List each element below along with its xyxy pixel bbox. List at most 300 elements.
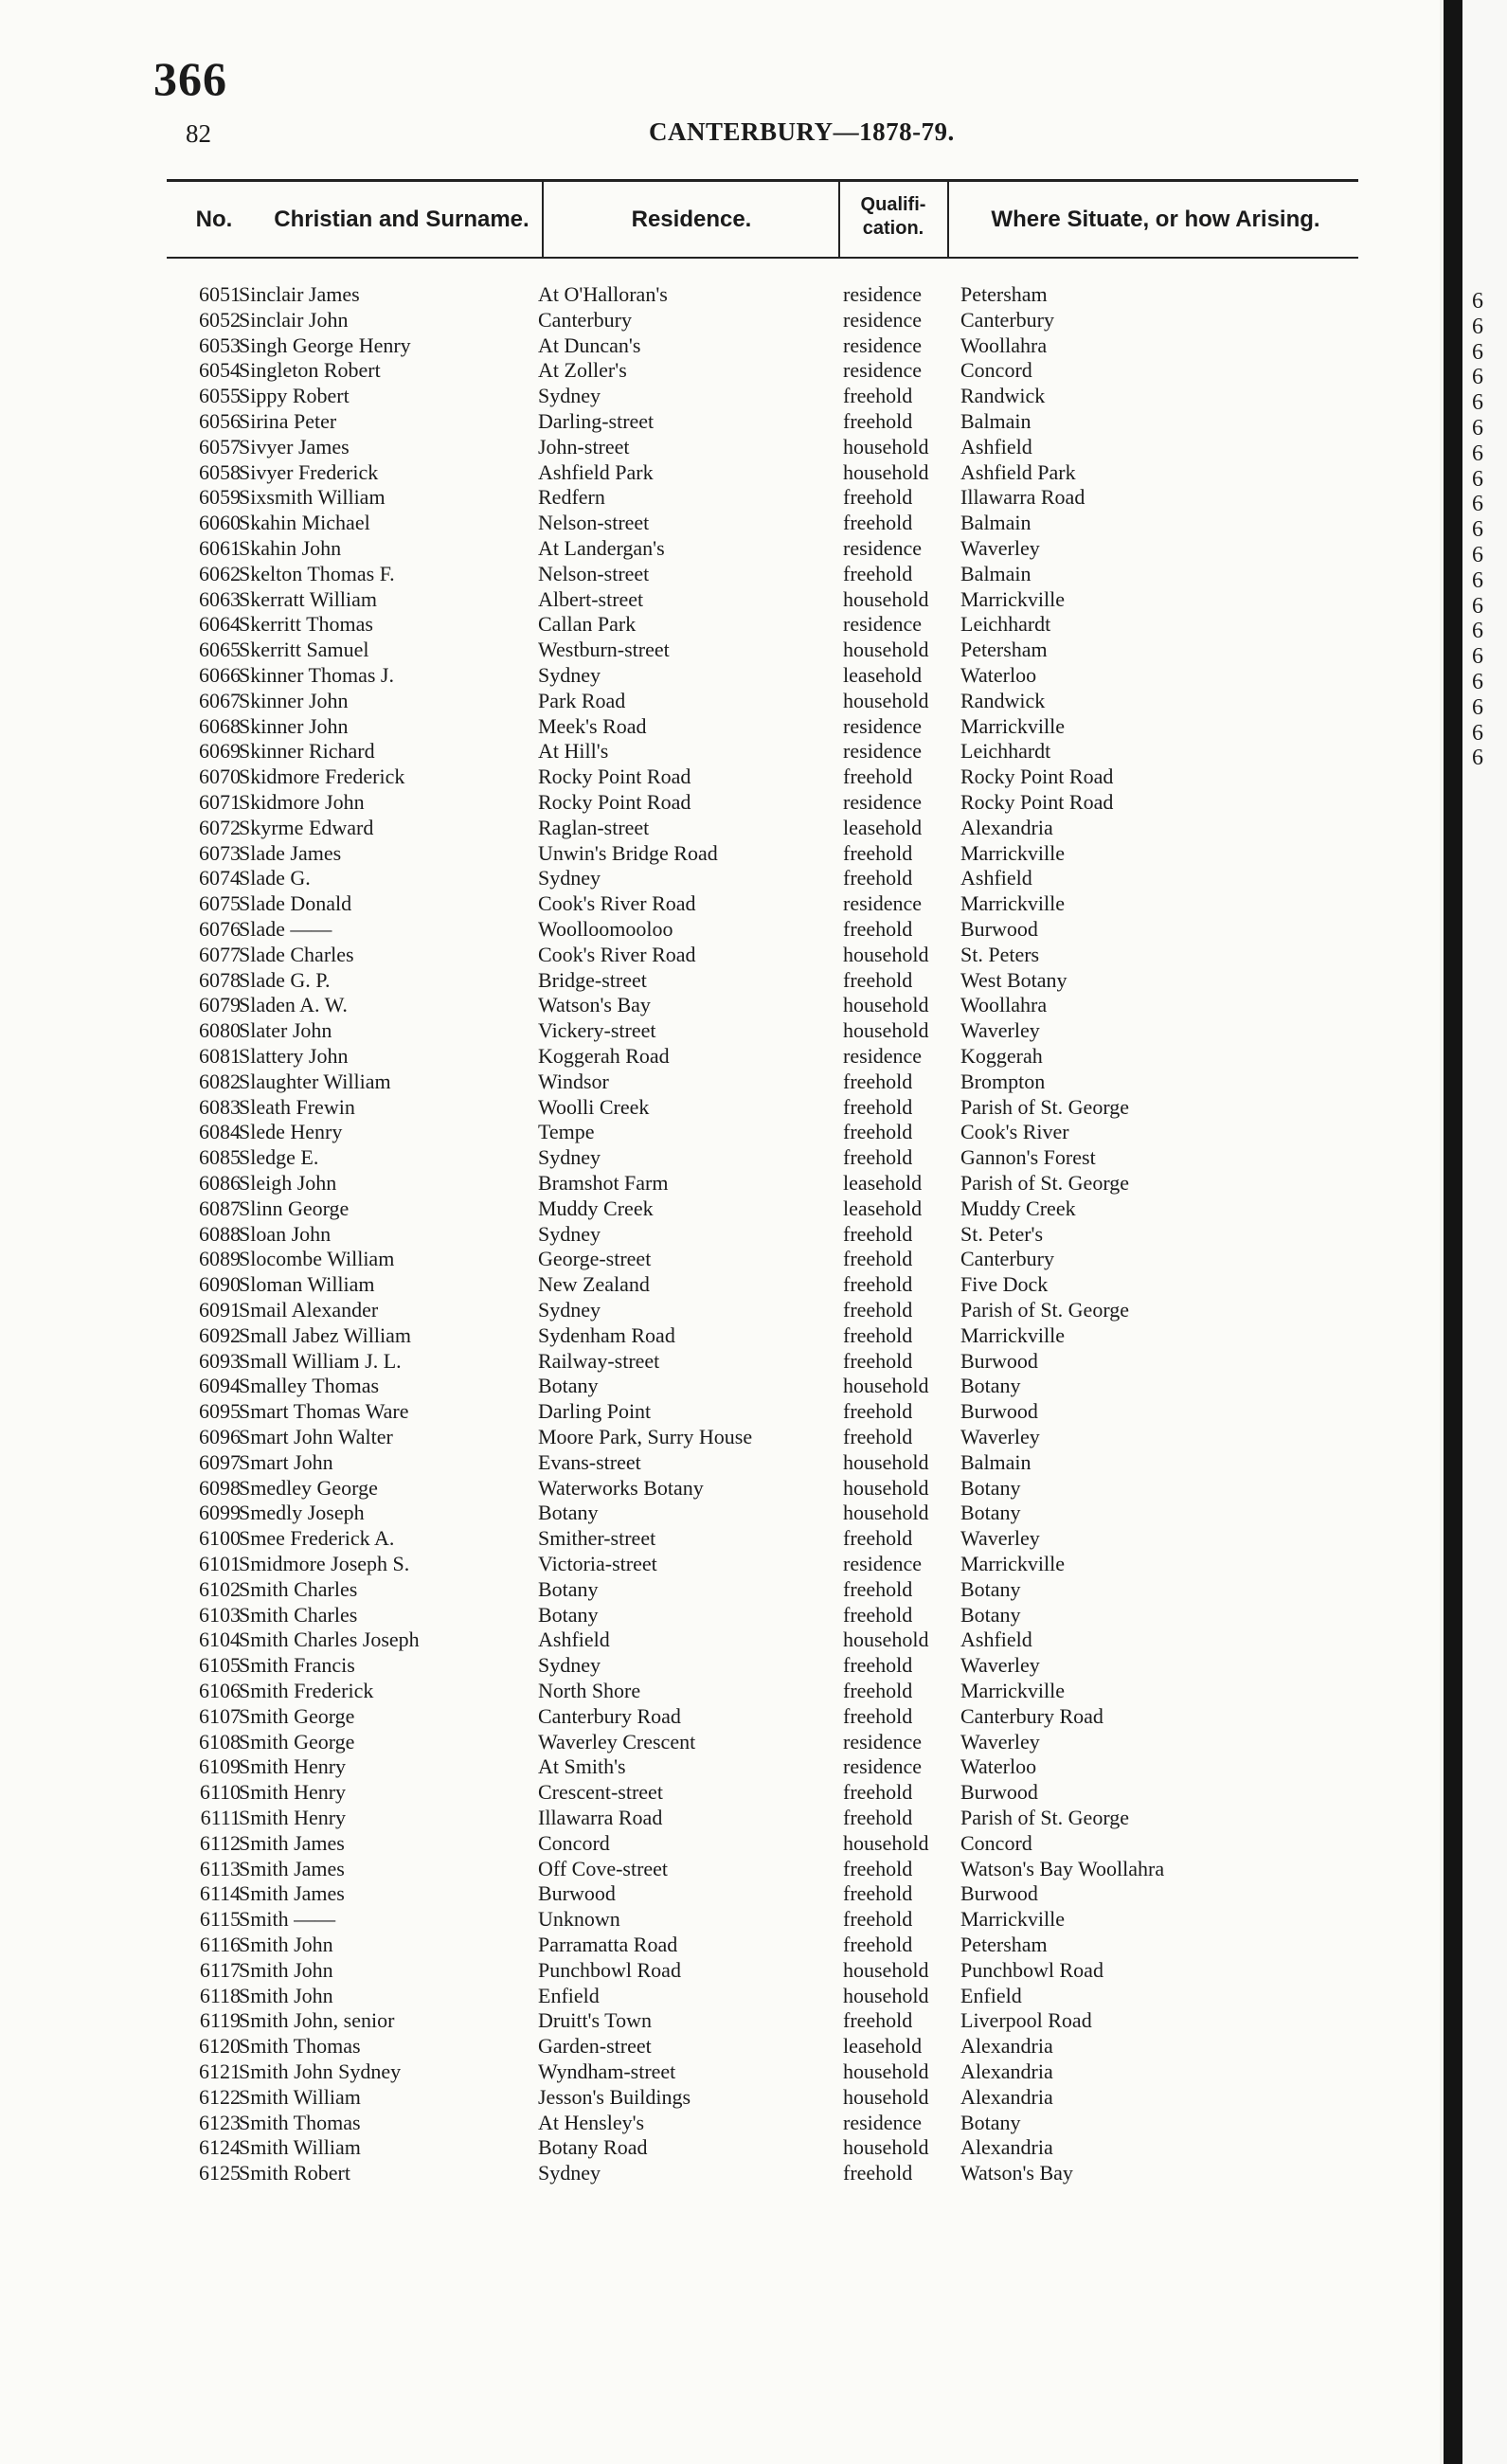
row-qualification: freehold (843, 1679, 913, 1702)
row-qualification: leasehold (843, 1171, 923, 1195)
row-qualification: residence (843, 790, 923, 814)
fragment-digit: 6 (1472, 543, 1483, 567)
table-row (0, 1298, 1440, 1323)
row-where: Canterbury (960, 1247, 1054, 1271)
row-where: Marrickville (960, 891, 1065, 916)
table-row (0, 1476, 1440, 1502)
row-name: Skidmore Frederick (239, 764, 405, 789)
table-row (0, 689, 1440, 714)
row-number: 6053 (199, 333, 241, 357)
row-name: Smith James (239, 1830, 345, 1855)
row-number: 6100 (199, 1526, 241, 1551)
column-divider-where (947, 182, 949, 257)
table-row (0, 1044, 1440, 1070)
row-number: 6119 (199, 2008, 241, 2033)
row-number: 6083 (199, 1094, 241, 1119)
row-name: Skelton Thomas F. (239, 561, 395, 585)
row-qualification: freehold (843, 1933, 913, 1956)
table-row (0, 1730, 1440, 1755)
row-number: 6102 (199, 1576, 241, 1601)
row-where: Ashfield Park (960, 459, 1076, 484)
table-row (0, 1450, 1440, 1476)
row-where: Waverley (960, 536, 1040, 560)
row-residence: John-street (538, 434, 630, 459)
row-residence: Callan Park (538, 612, 637, 637)
row-qualification: freehold (843, 1856, 913, 1880)
row-where: Gannon's Forest (960, 1145, 1096, 1170)
fragment-digit: 6 (1472, 390, 1483, 416)
row-qualification: household (843, 688, 929, 712)
row-where: Woollahra (960, 993, 1048, 1017)
row-number: 6099 (199, 1501, 241, 1525)
row-residence: Tempe (538, 1120, 595, 1144)
row-name: Skahin Michael (239, 511, 370, 535)
row-qualification: freehold (843, 384, 913, 408)
row-number: 6124 (199, 2135, 241, 2160)
row-where: Waverley (960, 1729, 1040, 1754)
table-row (0, 1984, 1440, 2009)
row-name: Sloan John (239, 1221, 332, 1246)
row-qualification: household (843, 942, 929, 966)
table-row (0, 1704, 1440, 1730)
row-qualification: leasehold (843, 815, 923, 839)
row-number: 6121 (199, 2059, 241, 2083)
row-qualification: household (843, 1983, 929, 2007)
row-name: Smith Henry (239, 1806, 347, 1829)
row-name: Smith George (239, 1703, 355, 1728)
table-row (0, 1323, 1440, 1349)
row-name: Skahin John (239, 536, 342, 560)
row-number: 6055 (199, 384, 241, 408)
row-number: 6081 (199, 1044, 241, 1068)
fragment-digit: 6 (1472, 746, 1483, 771)
row-residence: Burwood (538, 1881, 616, 1906)
table-row (0, 1171, 1440, 1196)
row-number: 6112 (199, 1830, 241, 1855)
row-residence: Nelson-street (538, 561, 650, 585)
row-qualification: residence (843, 333, 923, 357)
table-row (0, 1196, 1440, 1222)
row-where: Leichhardt (960, 612, 1051, 637)
row-where: Burwood (960, 1780, 1038, 1805)
row-where: Burwood (960, 1881, 1038, 1906)
row-qualification: freehold (843, 1602, 913, 1627)
row-number: 6106 (199, 1679, 241, 1702)
row-residence: Koggerah Road (538, 1044, 670, 1068)
row-where: Alexandria (960, 2135, 1053, 2160)
row-where: Woollahra (960, 333, 1048, 357)
row-residence: Crescent-street (538, 1780, 663, 1805)
row-residence: Sydney (538, 2161, 601, 2185)
table-row (0, 993, 1440, 1018)
row-qualification: residence (843, 1044, 923, 1068)
row-residence: Off Cove-street (538, 1856, 669, 1880)
table-row (0, 2161, 1440, 2186)
row-residence: Sydney (538, 1221, 601, 1246)
row-number: 6111 (200, 1806, 241, 1829)
row-name: Slaughter William (239, 1069, 391, 1093)
row-qualification: household (843, 434, 929, 459)
row-number: 6054 (199, 358, 241, 383)
row-where: Petersham (960, 1933, 1048, 1956)
row-residence: Jesson's Buildings (538, 2084, 691, 2109)
row-name: Smart Thomas Ware (239, 1399, 409, 1424)
table-row (0, 1628, 1440, 1653)
row-residence: Bridge-street (538, 967, 647, 992)
table-row (0, 1349, 1440, 1375)
row-qualification: leasehold (843, 2034, 923, 2059)
row-where: Botany (960, 2110, 1021, 2134)
row-qualification: leasehold (843, 663, 923, 687)
row-name: Sippy Robert (239, 384, 350, 408)
header-bottom-rule (167, 257, 1358, 259)
row-residence: Moore Park, Surry House (538, 1425, 753, 1448)
row-number: 6051 (199, 282, 241, 306)
row-where: Alexandria (960, 2059, 1053, 2083)
table-row (0, 2085, 1440, 2111)
row-name: Slocombe William (239, 1247, 395, 1271)
fragment-digit: 6 (1472, 314, 1483, 339)
row-name: Smart John Walter (239, 1425, 393, 1448)
row-residence: Botany (538, 1602, 599, 1627)
row-where: Petersham (960, 638, 1048, 662)
row-where: Botany (960, 1576, 1021, 1601)
row-qualification: freehold (843, 511, 913, 535)
table-row (0, 1603, 1440, 1628)
row-where: Waverley (960, 1018, 1040, 1043)
row-name: Slade G. (239, 866, 311, 890)
row-number: 6064 (199, 612, 241, 637)
table-row (0, 587, 1440, 613)
row-number: 6125 (199, 2161, 241, 2185)
row-where: West Botany (960, 967, 1067, 992)
row-residence: Park Road (538, 688, 626, 712)
row-where: Marrickville (960, 713, 1065, 738)
row-name: Slinn George (239, 1196, 350, 1220)
row-residence: Sydney (538, 1653, 601, 1678)
table-row (0, 612, 1440, 638)
row-residence: Garden-street (538, 2034, 652, 2059)
header-no: No. (195, 207, 233, 232)
row-qualification: household (843, 1475, 929, 1500)
row-where: St. Peter's (960, 1221, 1044, 1246)
table-row (0, 638, 1440, 663)
row-number: 6109 (199, 1754, 241, 1779)
row-number: 6114 (199, 1881, 241, 1906)
row-name: Skerritt Thomas (239, 612, 373, 637)
row-residence: Darling Point (538, 1399, 652, 1424)
row-name: Small William J. L. (239, 1348, 402, 1373)
row-number: 6105 (199, 1653, 241, 1678)
row-where: Burwood (960, 917, 1038, 941)
row-name: Smith John, senior (239, 2008, 395, 2033)
row-qualification: residence (843, 2110, 923, 2134)
row-qualification: household (843, 1018, 929, 1043)
row-name: Skinner Thomas J. (239, 663, 394, 687)
row-number: 6118 (199, 1983, 241, 2007)
row-where: Botany (960, 1475, 1021, 1500)
row-residence: Watson's Bay (538, 993, 651, 1017)
row-residence: Cook's River Road (538, 891, 696, 916)
adjacent-page (1462, 0, 1507, 2464)
row-residence: Druitt's Town (538, 2008, 652, 2033)
row-number: 6073 (199, 840, 241, 865)
row-number: 6104 (199, 1628, 241, 1652)
row-name: Slattery John (239, 1044, 349, 1068)
table-row (0, 1857, 1440, 1882)
row-where: Marrickville (960, 840, 1065, 865)
row-name: Skinner John (239, 688, 349, 712)
row-name: Sivyer Frederick (239, 459, 379, 484)
row-qualification: freehold (843, 764, 913, 789)
table-row (0, 562, 1440, 587)
table-row (0, 536, 1440, 562)
table-row (0, 891, 1440, 917)
row-where: Rocky Point Road (960, 764, 1114, 789)
row-qualification: household (843, 2084, 929, 2109)
table-row (0, 1577, 1440, 1603)
table-row (0, 917, 1440, 943)
row-number: 6070 (199, 764, 241, 789)
row-name: Smith George (239, 1729, 355, 1754)
row-where: Marrickville (960, 586, 1065, 611)
row-number: 6090 (199, 1272, 241, 1297)
row-qualification: freehold (843, 1272, 913, 1297)
row-qualification: freehold (843, 1120, 913, 1144)
row-residence: Illawarra Road (538, 1806, 663, 1829)
row-qualification: freehold (843, 1703, 913, 1728)
row-residence: Sydney (538, 1145, 601, 1170)
row-name: Skinner John (239, 713, 349, 738)
row-name: Smith Charles (239, 1602, 358, 1627)
row-residence: Punchbowl Road (538, 1957, 681, 1982)
row-name: Skidmore John (239, 790, 365, 814)
table-row (0, 333, 1440, 359)
row-qualification: freehold (843, 485, 913, 510)
row-name: Smith John (239, 1983, 333, 2007)
table-row (0, 1831, 1440, 1857)
row-qualification: residence (843, 1754, 923, 1779)
row-number: 6087 (199, 1196, 241, 1220)
row-residence: Woolli Creek (538, 1094, 650, 1119)
row-number: 6093 (199, 1348, 241, 1373)
row-where: St. Peters (960, 942, 1040, 966)
table-row (0, 866, 1440, 891)
column-divider-qualification (838, 182, 840, 257)
row-number: 6074 (199, 866, 241, 890)
row-qualification: freehold (843, 1298, 913, 1322)
row-where: Waverley (960, 1425, 1040, 1448)
row-qualification: freehold (843, 1780, 913, 1805)
row-where: Liverpool Road (960, 2008, 1092, 2033)
row-residence: Canterbury (538, 307, 632, 332)
row-where: Randwick (960, 384, 1046, 408)
row-where: Koggerah (960, 1044, 1043, 1068)
row-number: 6122 (199, 2084, 241, 2109)
table-row (0, 1958, 1440, 1984)
row-residence: Sydney (538, 663, 601, 687)
row-qualification: freehold (843, 1322, 913, 1347)
page-number: 82 (186, 119, 211, 148)
row-residence: At Duncan's (538, 333, 641, 357)
row-where: Parish of St. George (960, 1094, 1130, 1119)
row-residence: Sydney (538, 1298, 601, 1322)
row-where: Canterbury (960, 307, 1054, 332)
fragment-digit: 6 (1472, 644, 1483, 670)
row-residence: Botany Road (538, 2135, 648, 2160)
table-row (0, 1145, 1440, 1171)
row-number: 6092 (199, 1322, 241, 1347)
row-qualification: freehold (843, 1526, 913, 1551)
row-qualification: freehold (843, 1247, 913, 1271)
row-qualification: household (843, 1628, 929, 1652)
row-number: 6115 (199, 1907, 241, 1932)
row-name: Smee Frederick A. (239, 1526, 395, 1551)
row-residence: Unwin's Bridge Road (538, 840, 718, 865)
row-name: Smith John (239, 1933, 333, 1956)
row-qualification: residence (843, 358, 923, 383)
row-residence: Meek's Road (538, 713, 647, 738)
row-name: Slede Henry (239, 1120, 343, 1144)
table-row (0, 1653, 1440, 1679)
row-name: Smedley George (239, 1475, 378, 1500)
table-row (0, 511, 1440, 536)
row-where: Waverley (960, 1526, 1040, 1551)
row-residence: Rocky Point Road (538, 790, 691, 814)
row-number: 6097 (199, 1449, 241, 1474)
row-qualification: freehold (843, 1145, 913, 1170)
row-name: Smith Thomas (239, 2034, 361, 2059)
table-row (0, 1272, 1440, 1298)
table-row (0, 1374, 1440, 1399)
row-residence: Bramshot Farm (538, 1171, 669, 1195)
table-row (0, 1907, 1440, 1933)
adjacent-page-edge (1444, 0, 1507, 2464)
row-qualification: household (843, 1830, 929, 1855)
row-qualification: residence (843, 536, 923, 560)
fragment-digit: 6 (1472, 619, 1483, 644)
row-qualification: residence (843, 282, 923, 306)
row-number: 6113 (199, 1856, 241, 1880)
row-name: Smith Henry (239, 1780, 347, 1805)
row-residence: Windsor (538, 1069, 609, 1093)
row-where: Waterloo (960, 1754, 1037, 1779)
row-qualification: freehold (843, 1069, 913, 1093)
row-where: Balmain (960, 1449, 1032, 1474)
table-row (0, 409, 1440, 435)
row-number: 6052 (199, 307, 241, 332)
row-number: 6123 (199, 2110, 241, 2134)
row-residence: Sydney (538, 384, 601, 408)
row-where: Randwick (960, 688, 1046, 712)
row-name: Sloman William (239, 1272, 375, 1297)
table-row (0, 1780, 1440, 1806)
row-name: Sivyer James (239, 434, 350, 459)
fragment-digit: 6 (1472, 365, 1483, 390)
row-where: Parish of St. George (960, 1806, 1130, 1829)
row-number: 6056 (199, 409, 241, 433)
row-residence: Cook's River Road (538, 942, 696, 966)
row-where: Balmain (960, 561, 1032, 585)
row-where: Cook's River (960, 1120, 1069, 1144)
row-where: Brompton (960, 1069, 1046, 1093)
row-number: 6095 (199, 1399, 241, 1424)
fragment-digit: 6 (1472, 416, 1483, 441)
row-number: 6084 (199, 1120, 241, 1144)
row-name: Slade James (239, 840, 342, 865)
row-qualification: freehold (843, 2161, 913, 2185)
row-name: Smalley Thomas (239, 1374, 380, 1398)
row-name: Smith William (239, 2084, 361, 2109)
row-qualification: freehold (843, 1576, 913, 1601)
row-qualification: freehold (843, 1907, 913, 1932)
fragment-digit: 6 (1472, 441, 1483, 466)
row-name: Small Jabez William (239, 1322, 412, 1347)
row-qualification: household (843, 1957, 929, 1982)
row-residence: Smither-street (538, 1526, 656, 1551)
row-where: Muddy Creek (960, 1196, 1076, 1220)
row-number: 6076 (199, 917, 241, 941)
row-name: Sleigh John (239, 1171, 337, 1195)
row-number: 6062 (199, 561, 241, 585)
row-name: Skyrme Edward (239, 815, 374, 839)
table-row (0, 1095, 1440, 1121)
row-number: 6061 (199, 536, 241, 560)
row-residence: Waterworks Botany (538, 1475, 704, 1500)
row-where: Waterloo (960, 663, 1037, 687)
row-where: Ashfield (960, 434, 1032, 459)
row-name: Sixsmith William (239, 485, 386, 510)
header-top-rule (167, 179, 1358, 182)
row-number: 6065 (199, 638, 241, 662)
table-row (0, 1679, 1440, 1704)
row-name: Smith John (239, 1957, 333, 1982)
row-name: Smith Charles (239, 1576, 358, 1601)
table-row (0, 435, 1440, 460)
row-qualification: residence (843, 307, 923, 332)
row-name: Smith Henry (239, 1754, 347, 1779)
row-residence: Darling-street (538, 409, 655, 433)
row-name: Smith William (239, 2135, 361, 2160)
row-residence: Botany (538, 1374, 599, 1398)
table-row (0, 1399, 1440, 1425)
row-number: 6108 (199, 1729, 241, 1754)
row-number: 6063 (199, 586, 241, 611)
table-row (0, 1754, 1440, 1780)
row-where: Alexandria (960, 2084, 1053, 2109)
fragment-digit: 6 (1472, 593, 1483, 619)
row-number: 6094 (199, 1374, 241, 1398)
row-number: 6071 (199, 790, 241, 814)
row-qualification: residence (843, 891, 923, 916)
table-row (0, 1552, 1440, 1577)
row-name: Singh George Henry (239, 333, 411, 357)
table-row (0, 1120, 1440, 1145)
row-residence: Ashfield (538, 1628, 610, 1652)
row-qualification: residence (843, 1552, 923, 1575)
row-where: Parish of St. George (960, 1171, 1130, 1195)
fragment-digit: 6 (1472, 466, 1483, 492)
row-where: Enfield (960, 1983, 1022, 2007)
row-number: 6098 (199, 1475, 241, 1500)
row-where: Concord (960, 1830, 1032, 1855)
row-qualification: freehold (843, 1881, 913, 1906)
table-row (0, 1933, 1440, 1958)
row-number: 6088 (199, 1221, 241, 1246)
header-qualification: Qualifi- cation. (860, 194, 926, 239)
table-row (0, 943, 1440, 968)
row-qualification: household (843, 586, 929, 611)
